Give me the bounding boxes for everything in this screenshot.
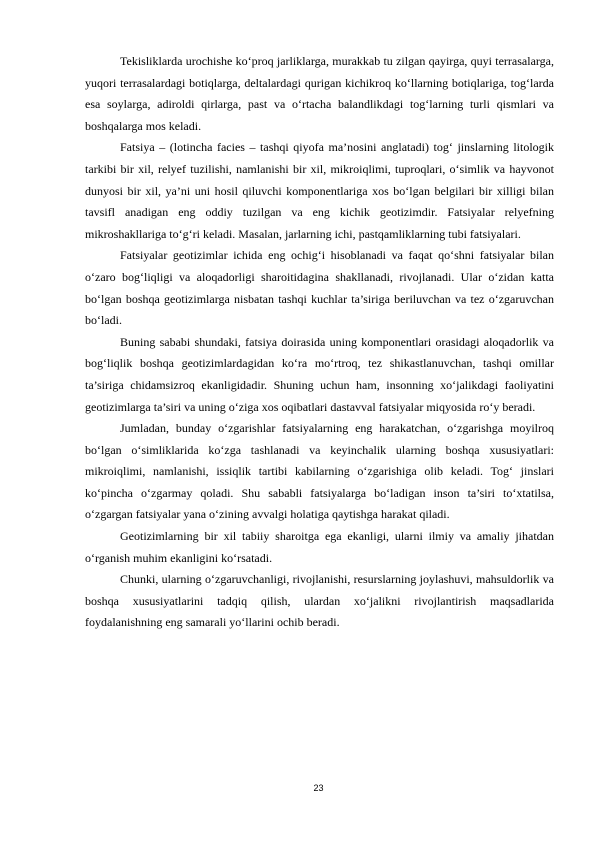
paragraph-changes: Jumladan, bunday o‘zgarishlar fatsiyalarning eng harakatchan, o‘zgarishga moyilroq bo‘lgan o‘simliklarida ko‘zga tashlanadi va keyinchalik ularning boshqa xususiyatlari: mikroiqlimi, namlanishi, issiqlik tartibi kabilarning o‘zgarishiga olib keladi. Tog‘ jinslari ko‘pincha o‘zgarmay qoladi. Shu sababli fatsiyalarga bo‘ladigan inson ta’siri to‘xtatilsa, o‘zgargan fatsiyalar yana o‘zining avvalgi holatiga qaytishga harakat qiladi. bbox=[85, 421, 554, 522]
paragraph-research: Chunki, ularning o‘zgaruvchanligi, rivojlanishi, resurslarning joylashuvi, mahsuldorlik va boshqa xususiyatlarini tadqiq qilish, ulardan xo‘jalikni rivojlantirish maqsadlarida foydalanishning eng samarali yo‘llarini ochib beradi. bbox=[85, 572, 554, 630]
page-number: 23 bbox=[313, 783, 324, 793]
paragraph-reason: Buning sababi shundaki, fatsiya doirasida uning komponentlari orasidagi aloqadorlik va bog‘liqlik boshqa geotizimlardagidan ko‘ra mo‘rtroq, tez shikastlanuvchan, tashqi omillar ta’siriga chidamsizroq ekanligidadir. Shuning uchun ham, insonning xo‘jalikdagi faoliyatini geotizimlarga ta’siri va uning o‘ziga xos oqibatlari dastavval fatsiyalar miqyosida ro‘y beradi. bbox=[85, 334, 554, 414]
paragraph-fatsiya-openness: Fatsiyalar geotizimlar ichida eng ochig‘i hisoblanadi va faqat qo‘shni fatsiyalar bilan o‘zaro bog‘liqligi va aloqadorligi sharoitidagina shakllanadi, rivojlanadi. Ular o‘zidan katta bo‘lgan boshqa geotizimlarga nisbatan tashqi kuchlar ta’siriga beriluvchan va tez o‘zgaruvchan bo‘ladi. bbox=[85, 248, 554, 328]
body-text bbox=[85, 51, 554, 634]
paragraph-fatsiya-definition: Fatsiya – (lotincha facies – tashqi qiyofa ma’nosini anglatadi) tog‘ jinslarning litologik tarkibi bir xil, relyef tuzilishi, namlanishi bir xil, mikroiqlimi, tuproqlari, o‘simlik va hayvonot dunyosi bir xil, ya’ni uni hosil qiluvchi komponentlariga xos bo‘lgan belgilari bir xilligi bilan tavsifl anadigan eng oddiy tuzilgan va eng kichik geotizimdir. Fatsiyalar relyefning mikroshakllariga to‘g‘ri keladi. Masalan, jarlarning ichi, pastqamliklarning tubi fatsiyalari. bbox=[85, 140, 554, 241]
paragraph-urochishe: Tekisliklarda urochishe ko‘proq jarliklarga, murakkab tu zilgan qayirga, quyi terrasalarga, yuqori terrasalardagi botiqlarga, deltalardagi qurigan kichikroq ko‘llarning botiqlariga, tog‘larda esa soylarga, adiroldi qirlarga, past va o‘rtacha balandlikdagi tog‘larning turli qismlari va boshqalarga mos keladi. bbox=[85, 54, 554, 133]
paragraph-study-importance: Geotizimlarning bir xil tabiiy sharoitga ega ekanligi, ularni ilmiy va amaliy jihatdan o‘rganish muhim ekanligini ko‘rsatadi. bbox=[85, 529, 554, 565]
